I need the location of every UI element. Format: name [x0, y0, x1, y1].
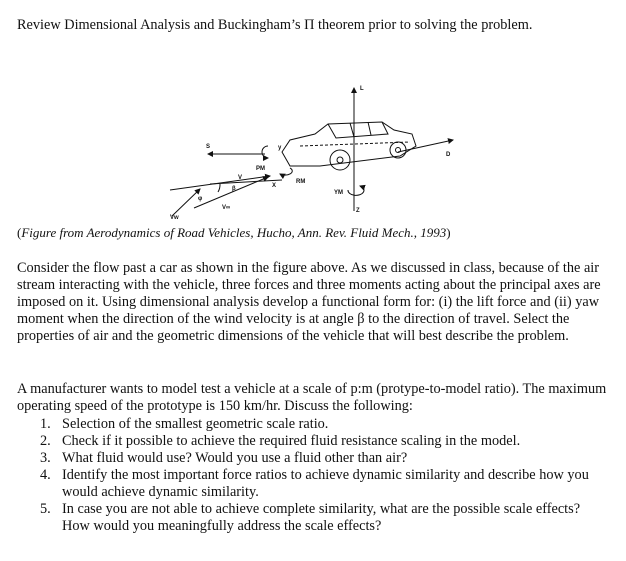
label-ym: YM [334, 190, 343, 196]
label-pm: PM [256, 166, 265, 172]
beta-arc [218, 184, 220, 192]
car-outline [282, 122, 416, 166]
list-item-number: 4. [40, 467, 51, 483]
list-item-number: 3. [40, 450, 51, 466]
list-item [17, 467, 611, 501]
figure-svg [150, 76, 480, 226]
list-item-number: 5. [40, 501, 51, 517]
list-item-text: In case you are not able to achieve complete similarity, what are the possible scale effects? How would you meaningfully address the scale effects? [62, 501, 581, 534]
label-phi: φ [198, 196, 203, 202]
model-test-paragraph: A manufacturer wants to model test a vehicle at a scale of p:m (protype-to-model ratio). The maximum operating speed of the prototype is 150 km/hr. Discuss the following: [17, 381, 607, 414]
list-item-number: 1. [40, 416, 51, 432]
label-l: L [360, 86, 364, 92]
list-item-text: Selection of the smallest geometric scale ratio. [62, 416, 329, 432]
list-item-number: 2. [40, 433, 51, 449]
label-vw: Vw [170, 215, 179, 221]
label-y: y [278, 145, 282, 151]
problem-paragraph: Consider the flow past a car as shown in the figure above. As we discussed in class, because of the air stream interacting with the vehicle, three forces and three moments acting about the principal axes are imposed on it. Using dimensional analysis develop a functional form for: (i) the lift force and (ii) yaw moment when the direction of the wind velocity is at angle β to the direction of travel. Select the properties of air and the geometric dimensions of the vehicle that will best describe the problem. [17, 260, 601, 344]
figure-caption [17, 225, 451, 241]
yaw-moment-arc [348, 186, 364, 195]
list-item [17, 433, 611, 450]
task-list [17, 416, 611, 535]
caption-open: ( [17, 225, 22, 240]
list-item-text: Check if it possible to achieve the required fluid resistance scaling in the model. [62, 433, 521, 449]
label-beta: β [232, 186, 236, 192]
list-item-text: What fluid would use? Would you use a fluid other than air? [62, 450, 408, 466]
caption-close: ) [446, 225, 451, 240]
label-x: X [272, 183, 277, 189]
label-d: D [446, 152, 451, 158]
label-rm: RM [296, 179, 306, 185]
label-vinf: V∞ [222, 205, 231, 211]
caption-text: Figure from Aerodynamics of Road Vehicles, Hucho, Ann. Rev. Fluid Mech., 1993 [21, 225, 447, 240]
list-item [17, 450, 611, 467]
velocity-vw [172, 189, 200, 216]
label-z: Z [356, 208, 360, 214]
pitch-moment-arc [262, 146, 268, 158]
label-s: S [206, 144, 211, 150]
front-hub [337, 157, 343, 163]
list-item [17, 416, 611, 433]
list-item [17, 501, 611, 535]
list-item-text: Identify the most important force ratios to achieve dynamic similarity and describe how you would achieve dynamic similarity. [62, 467, 589, 500]
roll-moment-arc [280, 168, 292, 175]
intro-text: Review Dimensional Analysis and Buckingham’s Π theorem prior to solving the problem. [17, 17, 533, 33]
front-wheel [330, 150, 350, 170]
vehicle-axes-figure [150, 76, 480, 226]
rear-wheel [390, 142, 406, 158]
label-v: V [238, 175, 243, 181]
